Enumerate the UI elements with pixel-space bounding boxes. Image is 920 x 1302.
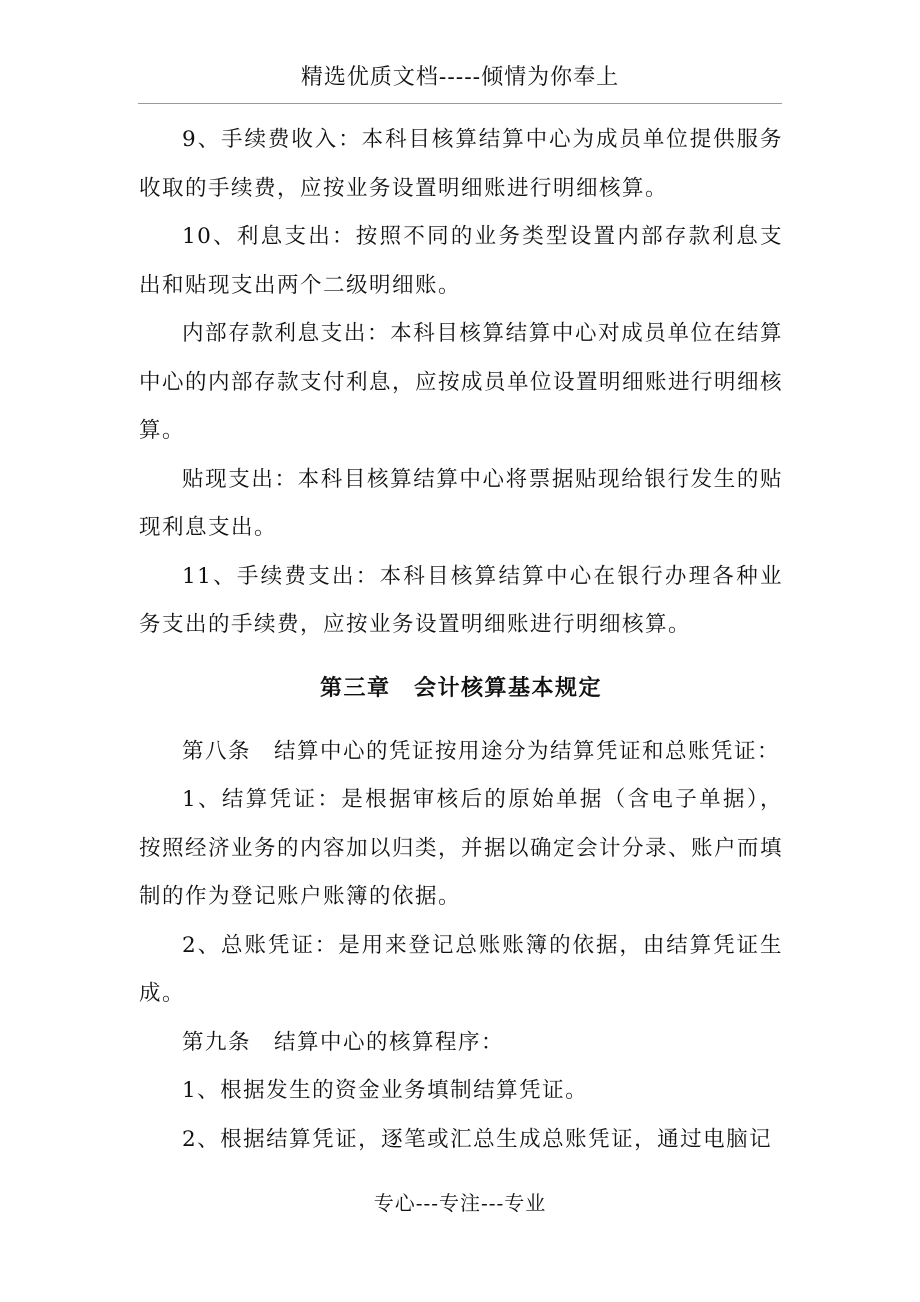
paragraph-settlement-voucher: 1、结算凭证：是根据审核后的原始单据（含电子单据），按照经济业务的内容加以归类，并据以确定会计分录、账户而填制的作为登记账户账簿的依据。	[139, 787, 784, 909]
page-header: 精选优质文档-----倾情为你奉上	[300, 65, 620, 90]
paragraph-internal-deposit-interest: 内部存款利息支出：本科目核算结算中心对成员单位在结算中心的内部存款支付利息，应按成员单位设置明细账进行明细核算。	[139, 321, 784, 443]
header-divider	[138, 103, 782, 104]
paragraph-article-9: 第九条 结算中心的核算程序：	[182, 1029, 505, 1055]
page-footer: 专心---专注---专业	[373, 1191, 547, 1215]
paragraph-article-8: 第八条 结算中心的凭证按用途分为结算凭证和总账凭证：	[182, 738, 781, 764]
paragraph-fee-income: 9、手续费收入：本科目核算结算中心为成员单位提供服务收取的手续费，应按业务设置明细账进行明细核算。	[139, 127, 783, 201]
paragraph-discount-expense: 贴现支出：本科目核算结算中心将票据贴现给银行发生的贴现利息支出。	[139, 466, 783, 540]
paragraph-general-ledger-voucher: 2、总账凭证：是用来登记总账账簿的依据，由结算凭证生成。	[139, 932, 783, 1006]
paragraph-fee-expense: 11、手续费支出：本科目核算结算中心在银行办理各种业务支出的手续费，应按业务设置明细账进行明细核算。	[139, 563, 783, 637]
chapter-title: 第三章 会计核算基本规定	[319, 674, 602, 701]
paragraph-procedure-1: 1、根据发生的资金业务填制结算凭证。	[182, 1078, 589, 1103]
document-body	[139, 116, 783, 1164]
paragraph-procedure-2: 2、根据结算凭证，逐笔或汇总生成总账凭证，通过电脑记	[182, 1126, 773, 1152]
paragraph-interest-expense: 10、利息支出：按照不同的业务类型设置内部存款利息支出和贴现支出两个二级明细账。	[139, 224, 783, 298]
